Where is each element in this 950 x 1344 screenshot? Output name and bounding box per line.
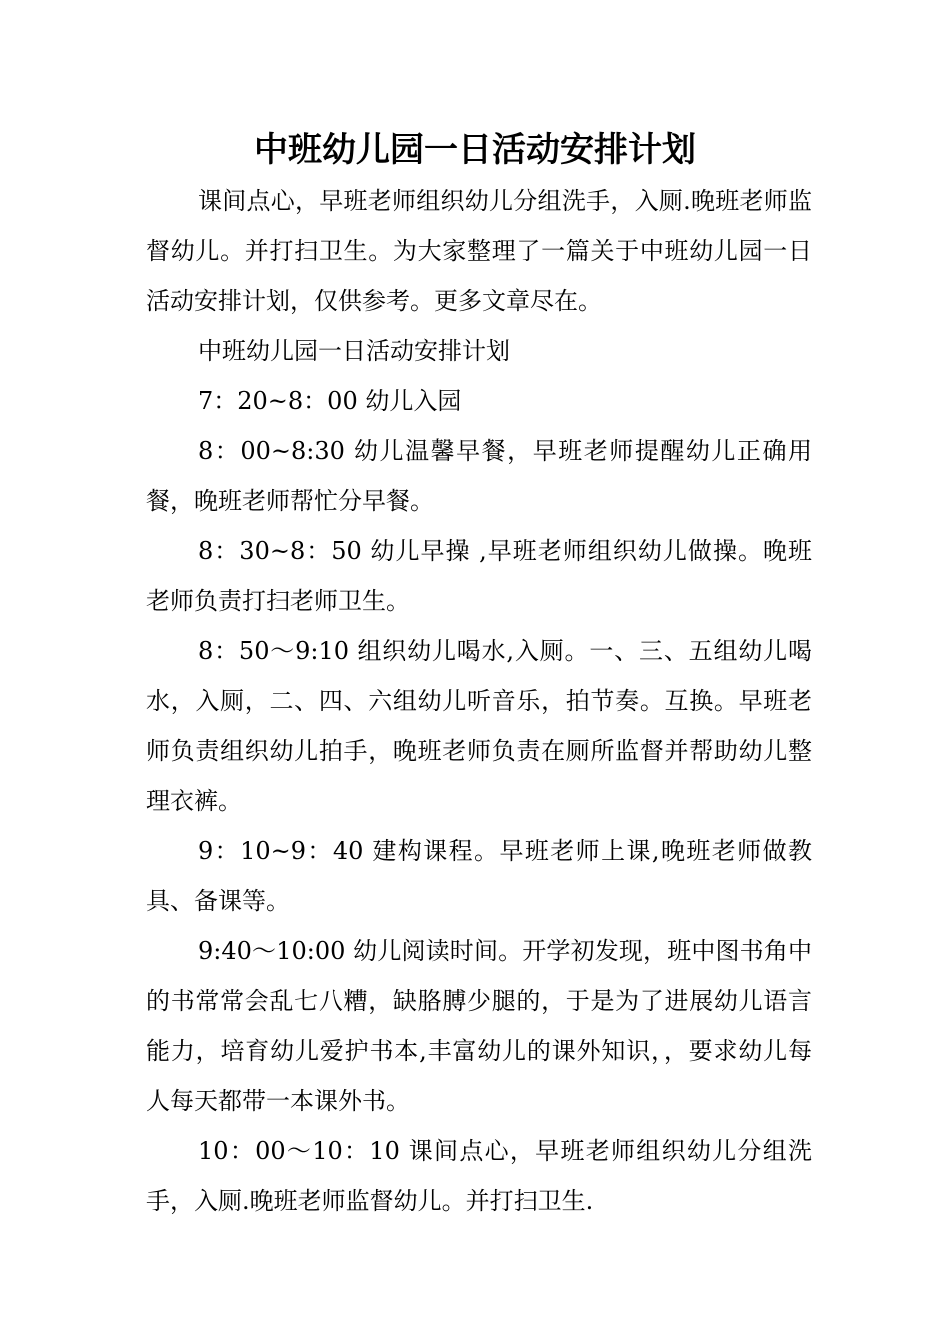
paragraph-subtitle: 中班幼儿园一日活动安排计划	[198, 337, 510, 365]
paragraph-schedule-snack: 10：00～10：10 课间点心，早班老师组织幼儿分组洗手，入厕.晚班老师监督幼儿。并打扫卫生.	[146, 1137, 812, 1215]
paragraph-schedule-reading: 9:40～10:00 幼儿阅读时间。开学初发现，班中图书角中的书常常会乱七八糟，缺胳膊少腿的，于是为了进展幼儿语言能力，培育幼儿爱护书本,丰富幼儿的课外知识，，要求幼儿每人每天都带一本课外书。	[146, 937, 812, 1115]
document-title: 中班幼儿园一日活动安排计划	[254, 130, 696, 170]
paragraph-intro: 课间点心，早班老师组织幼儿分组洗手，入厕.晚班老师监督幼儿。并打扫卫生。为大家整理了一篇关于中班幼儿园一日活动安排计划，仅供参考。更多文章尽在。	[146, 187, 812, 315]
paragraph-schedule-water-break: 8：50～9:10 组织幼儿喝水,入厕。一、三、五组幼儿喝水，入厕，二、四、六组幼儿听音乐，拍节奏。互换。早班老师负责组织幼儿拍手，晚班老师负责在厕所监督并帮助幼儿整理衣裤。	[146, 637, 812, 815]
paragraph-schedule-course: 9：10~9：40 建构课程。早班老师上课,晚班老师做教具、备课等。	[146, 837, 812, 915]
document-body	[146, 176, 812, 1226]
paragraph-schedule-exercise: 8：30~8：50 幼儿早操 ,早班老师组织幼儿做操。晚班老师负责打扫老师卫生。	[146, 537, 812, 615]
paragraph-schedule-arrival: 7：20~8：00 幼儿入园	[198, 387, 462, 415]
paragraph-schedule-breakfast: 8：00~8:30 幼儿温馨早餐，早班老师提醒幼儿正确用餐，晚班老师帮忙分早餐。	[146, 437, 812, 515]
